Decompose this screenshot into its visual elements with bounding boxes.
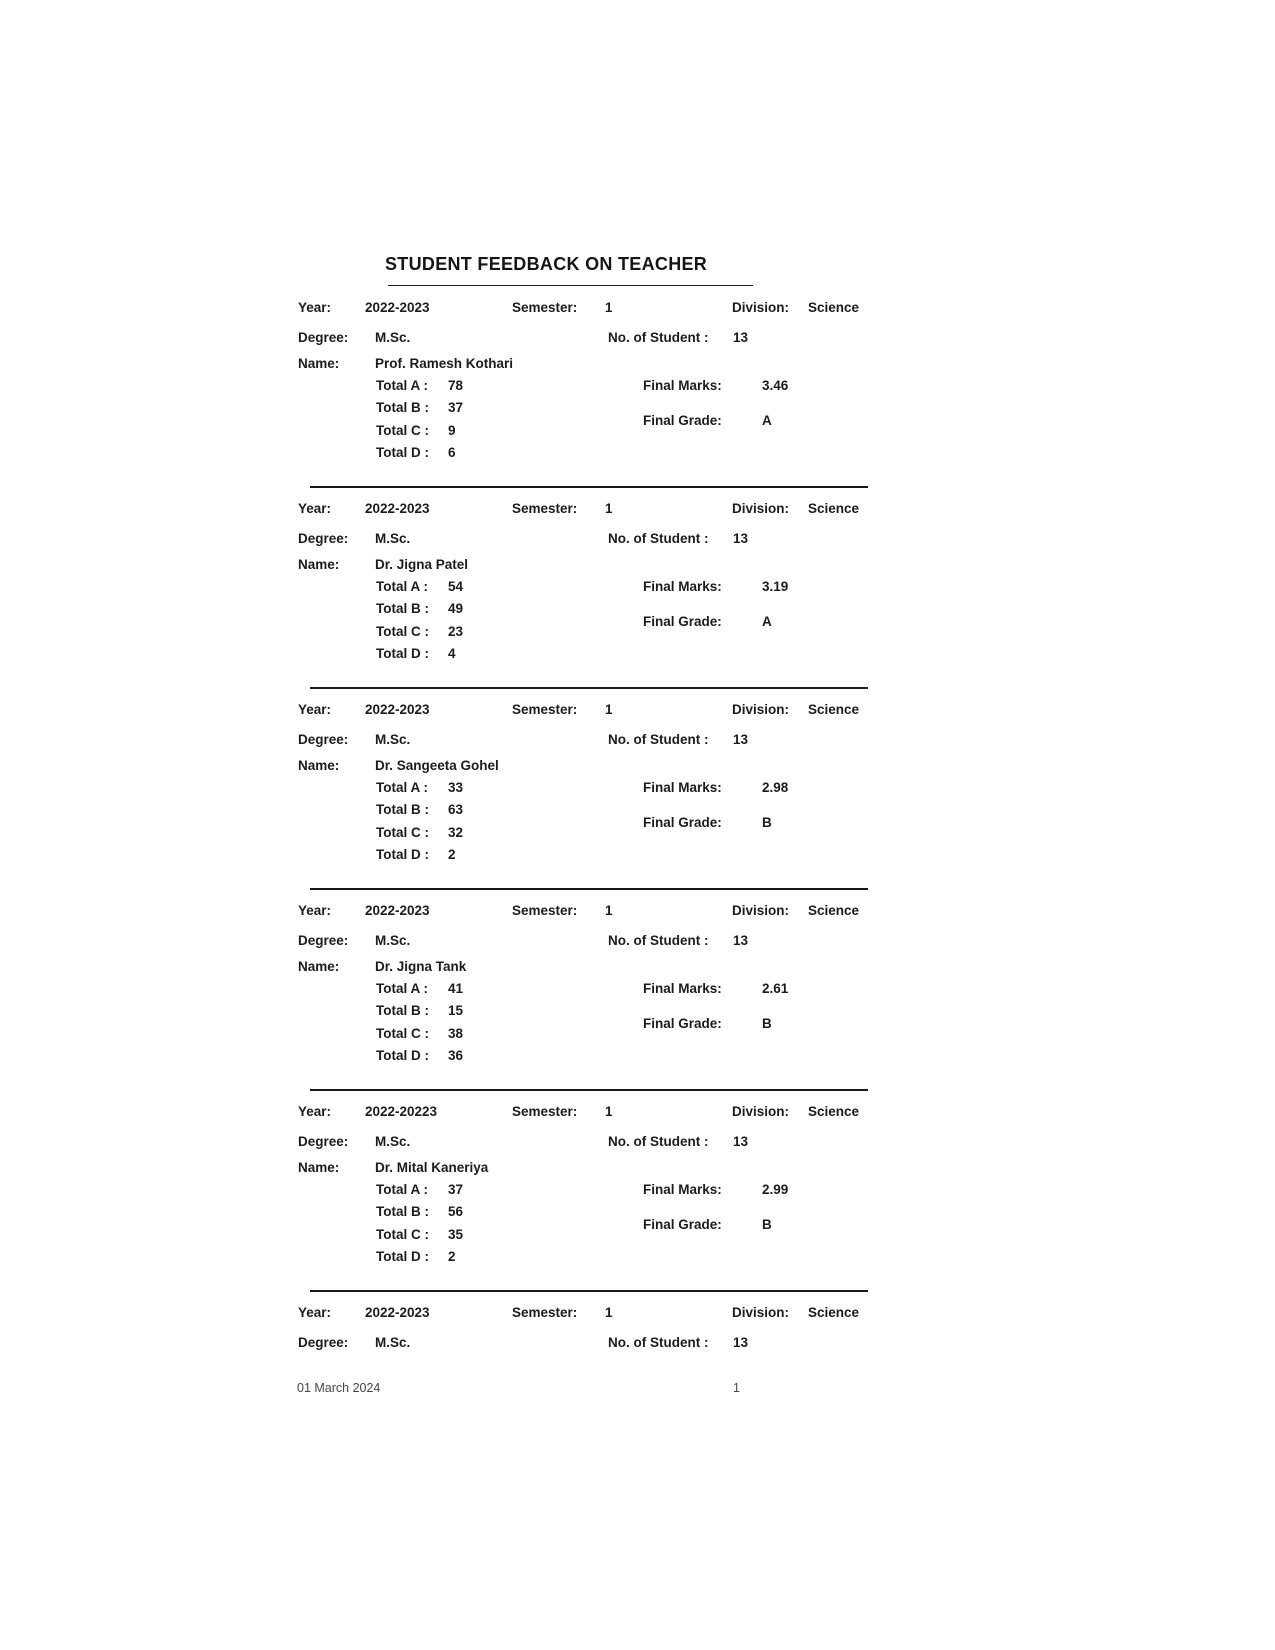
final-marks-value: 2.61 <box>762 981 789 996</box>
degree-value: M.Sc. <box>375 1335 411 1350</box>
total-c-label: Total C : <box>376 1026 429 1041</box>
total-a-value: 41 <box>448 981 464 996</box>
total-b-label: Total B : <box>376 1204 429 1219</box>
section-divider-line <box>310 486 868 488</box>
final-grade-label: Final Grade: <box>643 1217 722 1232</box>
total-c-label: Total C : <box>376 825 429 840</box>
no-of-student-value: 13 <box>733 732 749 747</box>
total-b-label: Total B : <box>376 1003 429 1018</box>
total-a-label: Total A : <box>376 1182 428 1197</box>
total-d-label: Total D : <box>376 1048 429 1063</box>
final-marks-label: Final Marks: <box>643 378 722 393</box>
final-grade-label: Final Grade: <box>643 413 722 428</box>
degree-value: M.Sc. <box>375 732 411 747</box>
footer-page-number: 1 <box>733 1381 740 1395</box>
division-value: Science <box>808 501 860 516</box>
degree-label: Degree: <box>298 1134 349 1149</box>
final-marks-label: Final Marks: <box>643 1182 722 1197</box>
total-d-value: 4 <box>448 646 456 661</box>
teacher-feedback-section <box>0 1089 1275 1290</box>
division-value: Science <box>808 300 860 315</box>
no-of-student-label: No. of Student : <box>608 330 709 345</box>
semester-value: 1 <box>605 1305 613 1320</box>
year-value: 2022-2023 <box>365 702 430 717</box>
final-grade-value: B <box>762 815 772 830</box>
total-a-value: 37 <box>448 1182 464 1197</box>
no-of-student-label: No. of Student : <box>608 1134 709 1149</box>
final-marks-label: Final Marks: <box>643 780 722 795</box>
division-label: Division: <box>732 1104 790 1119</box>
total-d-label: Total D : <box>376 445 429 460</box>
footer-date: 01 March 2024 <box>297 1381 381 1395</box>
final-grade-value: B <box>762 1217 772 1232</box>
division-label: Division: <box>732 702 790 717</box>
year-value: 2022-2023 <box>365 300 430 315</box>
year-value: 2022-20223 <box>365 1104 438 1119</box>
total-c-value: 38 <box>448 1026 464 1041</box>
year-label: Year: <box>298 1104 332 1119</box>
final-grade-label: Final Grade: <box>643 815 722 830</box>
year-label: Year: <box>298 903 332 918</box>
total-d-value: 2 <box>448 847 456 862</box>
total-c-label: Total C : <box>376 423 429 438</box>
total-b-value: 56 <box>448 1204 464 1219</box>
division-label: Division: <box>732 300 790 315</box>
name-label: Name: <box>298 758 340 773</box>
name-label: Name: <box>298 1160 340 1175</box>
section-divider-line <box>310 1290 868 1292</box>
total-d-value: 6 <box>448 445 456 460</box>
total-c-label: Total C : <box>376 624 429 639</box>
total-a-value: 33 <box>448 780 464 795</box>
semester-value: 1 <box>605 702 613 717</box>
total-b-label: Total B : <box>376 400 429 415</box>
name-label: Name: <box>298 557 340 572</box>
degree-label: Degree: <box>298 330 349 345</box>
no-of-student-value: 13 <box>733 531 749 546</box>
degree-value: M.Sc. <box>375 531 411 546</box>
total-d-value: 2 <box>448 1249 456 1264</box>
section-divider-line <box>388 285 753 286</box>
total-d-label: Total D : <box>376 646 429 661</box>
final-grade-value: A <box>762 614 772 629</box>
final-grade-value: A <box>762 413 772 428</box>
no-of-student-label: No. of Student : <box>608 933 709 948</box>
total-a-label: Total A : <box>376 579 428 594</box>
teacher-feedback-section <box>0 888 1275 1089</box>
semester-value: 1 <box>605 903 613 918</box>
teacher-feedback-section <box>0 1290 1275 1491</box>
semester-label: Semester: <box>512 1305 578 1320</box>
total-b-value: 63 <box>448 802 464 817</box>
degree-label: Degree: <box>298 933 349 948</box>
total-d-label: Total D : <box>376 847 429 862</box>
division-label: Division: <box>732 1305 790 1320</box>
division-label: Division: <box>732 501 790 516</box>
degree-label: Degree: <box>298 531 349 546</box>
no-of-student-label: No. of Student : <box>608 732 709 747</box>
section-divider-line <box>310 888 868 890</box>
year-value: 2022-2023 <box>365 903 430 918</box>
teacher-feedback-section <box>0 486 1275 687</box>
no-of-student-value: 13 <box>733 933 749 948</box>
year-value: 2022-2023 <box>365 1305 430 1320</box>
no-of-student-value: 13 <box>733 1335 749 1350</box>
semester-value: 1 <box>605 300 613 315</box>
total-b-value: 37 <box>448 400 464 415</box>
semester-label: Semester: <box>512 300 578 315</box>
teacher-name-value: Dr. Jigna Patel <box>375 557 469 572</box>
total-c-value: 9 <box>448 423 456 438</box>
total-a-value: 54 <box>448 579 464 594</box>
semester-label: Semester: <box>512 501 578 516</box>
total-b-label: Total B : <box>376 601 429 616</box>
no-of-student-label: No. of Student : <box>608 1335 709 1350</box>
total-a-value: 78 <box>448 378 464 393</box>
semester-value: 1 <box>605 1104 613 1119</box>
degree-label: Degree: <box>298 732 349 747</box>
total-a-label: Total A : <box>376 780 428 795</box>
teacher-feedback-section <box>0 285 1275 486</box>
year-label: Year: <box>298 1305 332 1320</box>
teacher-name-value: Dr. Jigna Tank <box>375 959 467 974</box>
final-marks-label: Final Marks: <box>643 579 722 594</box>
name-label: Name: <box>298 959 340 974</box>
degree-value: M.Sc. <box>375 1134 411 1149</box>
total-b-value: 15 <box>448 1003 464 1018</box>
year-label: Year: <box>298 501 332 516</box>
division-value: Science <box>808 702 860 717</box>
total-b-value: 49 <box>448 601 464 616</box>
division-label: Division: <box>732 903 790 918</box>
final-grade-label: Final Grade: <box>643 614 722 629</box>
total-b-label: Total B : <box>376 802 429 817</box>
year-label: Year: <box>298 702 332 717</box>
no-of-student-value: 13 <box>733 1134 749 1149</box>
page-title: STUDENT FEEDBACK ON TEACHER <box>385 254 708 274</box>
total-d-label: Total D : <box>376 1249 429 1264</box>
final-marks-label: Final Marks: <box>643 981 722 996</box>
teacher-name-value: Dr. Mital Kaneriya <box>375 1160 489 1175</box>
semester-label: Semester: <box>512 903 578 918</box>
section-divider-line <box>310 1089 868 1091</box>
final-grade-value: B <box>762 1016 772 1031</box>
division-value: Science <box>808 903 860 918</box>
final-marks-value: 2.98 <box>762 780 789 795</box>
no-of-student-label: No. of Student : <box>608 531 709 546</box>
division-value: Science <box>808 1305 860 1320</box>
semester-label: Semester: <box>512 1104 578 1119</box>
final-marks-value: 3.19 <box>762 579 789 594</box>
degree-label: Degree: <box>298 1335 349 1350</box>
teacher-name-value: Prof. Ramesh Kothari <box>375 356 514 371</box>
total-a-label: Total A : <box>376 981 428 996</box>
final-marks-value: 3.46 <box>762 378 789 393</box>
name-label: Name: <box>298 356 340 371</box>
semester-label: Semester: <box>512 702 578 717</box>
year-value: 2022-2023 <box>365 501 430 516</box>
year-label: Year: <box>298 300 332 315</box>
final-marks-value: 2.99 <box>762 1182 789 1197</box>
final-grade-label: Final Grade: <box>643 1016 722 1031</box>
division-value: Science <box>808 1104 860 1119</box>
teacher-feedback-section <box>0 687 1275 888</box>
teacher-name-value: Dr. Sangeeta Gohel <box>375 758 499 773</box>
section-divider-line <box>310 687 868 689</box>
total-c-value: 23 <box>448 624 464 639</box>
total-a-label: Total A : <box>376 378 428 393</box>
degree-value: M.Sc. <box>375 330 411 345</box>
semester-value: 1 <box>605 501 613 516</box>
total-d-value: 36 <box>448 1048 464 1063</box>
total-c-value: 35 <box>448 1227 464 1242</box>
total-c-label: Total C : <box>376 1227 429 1242</box>
no-of-student-value: 13 <box>733 330 749 345</box>
degree-value: M.Sc. <box>375 933 411 948</box>
feedback-sections <box>0 285 1275 1491</box>
total-c-value: 32 <box>448 825 464 840</box>
